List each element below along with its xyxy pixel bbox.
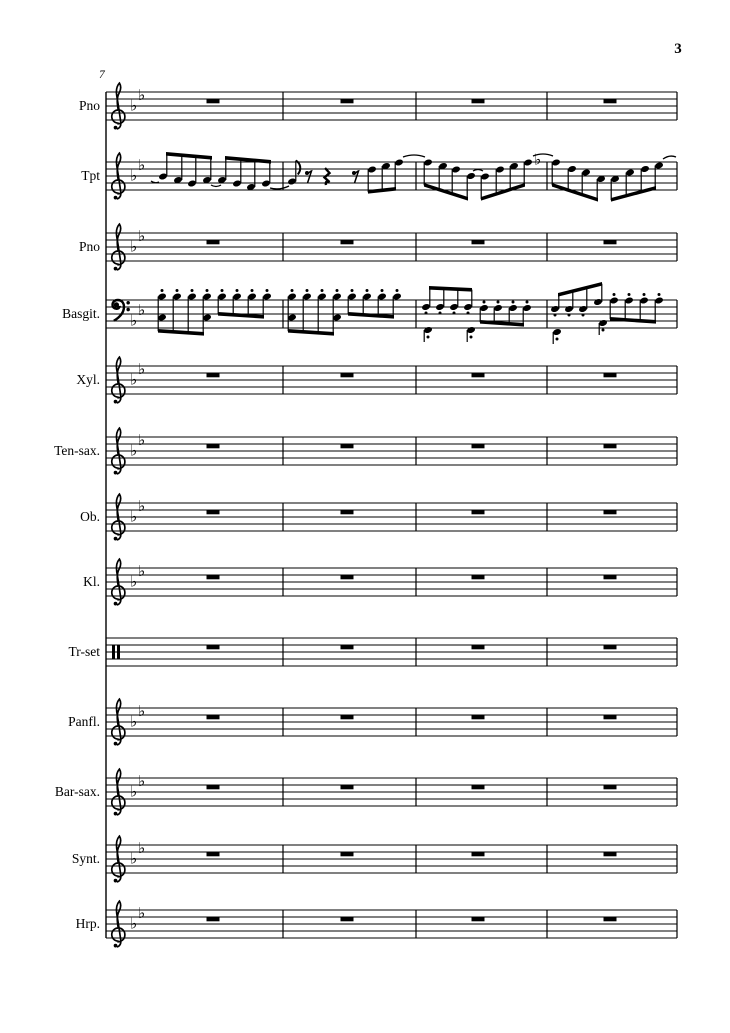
staff-2-pno (106, 224, 677, 270)
whole-rest (472, 645, 485, 649)
whole-rest (207, 240, 220, 244)
whole-rest (207, 444, 220, 448)
eighth-flag (296, 161, 300, 175)
staccato-dot (602, 329, 605, 332)
key-flat-1: ♭ (130, 572, 138, 591)
key-flat-2: ♭ (138, 904, 146, 922)
whole-rest (604, 917, 617, 921)
staff-label-hrp: Hrp. (75, 916, 100, 931)
whole-rest (472, 510, 485, 514)
whole-rest (207, 575, 220, 579)
key-flat-1: ♭ (130, 166, 138, 185)
staccato-dot (266, 289, 269, 292)
staccato-dot (582, 314, 585, 317)
staccato-dot (526, 301, 529, 304)
beam (611, 186, 656, 202)
whole-rest (472, 852, 485, 856)
staff-label-xyl: Xyl. (76, 372, 100, 387)
key-flat-1: ♭ (130, 712, 138, 731)
key-flat-2: ♭ (138, 702, 146, 720)
whole-rest (472, 917, 485, 921)
staccato-dot (161, 289, 164, 292)
staccato-dot (291, 289, 294, 292)
staccato-dot (554, 314, 557, 317)
key-flat-1: ♭ (130, 507, 138, 526)
staccato-dot (453, 312, 456, 315)
staff-label-basgit: Basgit. (62, 306, 100, 321)
bass-guitar-voice (157, 282, 664, 344)
staccato-dot (306, 289, 309, 292)
staccato-dot (425, 312, 428, 315)
staff-label-kl: Kl. (83, 574, 100, 589)
whole-rest (207, 645, 220, 649)
whole-rest (604, 575, 617, 579)
whole-rest (207, 852, 220, 856)
staccato-dot (628, 293, 631, 296)
staccato-dot (191, 289, 194, 292)
staff-5-tensax (106, 428, 677, 474)
staff-label-pno-1: Pno (78, 98, 100, 113)
eighth-rest (305, 171, 312, 183)
whole-rest (341, 510, 354, 514)
whole-rest (207, 785, 220, 789)
whole-rest (472, 575, 485, 579)
staccato-dot (439, 312, 442, 315)
key-flat-2: ♭ (138, 431, 146, 449)
staccato-dot (470, 336, 473, 339)
staccato-dot (568, 314, 571, 317)
staff-label-tpt: Tpt (81, 168, 100, 183)
staccato-dot (396, 289, 399, 292)
percussion-clef-icon (112, 645, 115, 659)
whole-rest (604, 99, 617, 103)
key-flat-2: ♭ (138, 562, 146, 580)
beam (429, 286, 472, 292)
whole-rest (604, 373, 617, 377)
whole-rest (341, 852, 354, 856)
whole-rest (207, 99, 220, 103)
staccato-dot (176, 289, 179, 292)
key-flat-1: ♭ (130, 237, 138, 256)
percussion-clef-icon (117, 645, 120, 659)
staff-0-pno (106, 83, 677, 129)
beam (610, 317, 656, 324)
flat-accidental: ♭ (534, 150, 542, 169)
key-flat-2: ♭ (138, 360, 146, 378)
measure-number: 7 (99, 69, 105, 81)
staccato-dot (366, 289, 369, 292)
beam (552, 183, 598, 202)
tie-slur (663, 156, 676, 159)
key-flat-1: ♭ (130, 370, 138, 389)
staccato-dot (467, 312, 470, 315)
staccato-dot (497, 301, 500, 304)
whole-rest (472, 240, 485, 244)
whole-rest (472, 99, 485, 103)
staccato-dot (381, 289, 384, 292)
key-flat-1: ♭ (130, 441, 138, 460)
staccato-dot (251, 289, 254, 292)
whole-rest (604, 715, 617, 719)
whole-rest (604, 444, 617, 448)
whole-rest (341, 575, 354, 579)
beam (158, 329, 204, 336)
whole-rest (341, 373, 354, 377)
tie-slur (151, 181, 159, 183)
beam (481, 183, 525, 201)
staff-4-xyl (106, 357, 677, 403)
key-flat-2: ♭ (138, 839, 146, 857)
staccato-dot (351, 289, 354, 292)
whole-rest (341, 444, 354, 448)
whole-rest (472, 785, 485, 789)
whole-rest (341, 785, 354, 789)
tie-slur (270, 186, 289, 189)
whole-rest (207, 373, 220, 377)
key-flat-2: ♭ (138, 86, 146, 104)
staccato-dot (658, 293, 661, 296)
beam (424, 183, 468, 201)
whole-rest (341, 99, 354, 103)
page-number: 3 (674, 41, 682, 57)
beam (348, 312, 394, 319)
key-flat-2: ♭ (138, 497, 146, 515)
whole-rest (472, 373, 485, 377)
staccato-dot (483, 301, 486, 304)
staff-label-bar-sax: Bar-sax. (54, 784, 100, 799)
key-flat-1: ♭ (130, 311, 138, 330)
beam (166, 152, 212, 160)
key-flat-2: ♭ (138, 772, 146, 790)
key-flat-1: ♭ (130, 849, 138, 868)
key-flat-1: ♭ (130, 782, 138, 801)
whole-rest (472, 715, 485, 719)
staccato-dot (643, 293, 646, 296)
staff-label-ten-sax: Ten-sax. (54, 443, 100, 458)
whole-rest (604, 240, 617, 244)
whole-rest (604, 785, 617, 789)
staff-3-basgit (106, 300, 677, 330)
key-flat-1: ♭ (130, 914, 138, 933)
whole-rest (341, 917, 354, 921)
staccato-dot (206, 289, 209, 292)
staff-1-tpt (106, 150, 677, 199)
tie-slur (473, 170, 483, 172)
staff-6-ob (106, 494, 677, 540)
beam (218, 312, 264, 319)
staccato-dot (321, 289, 324, 292)
whole-rest (604, 510, 617, 514)
whole-rest (604, 852, 617, 856)
whole-rest (604, 645, 617, 649)
key-flat-1: ♭ (130, 96, 138, 115)
staff-label-tr-set: Tr-set (68, 644, 100, 659)
staff-label-ob: Ob. (80, 509, 100, 524)
staccato-dot (336, 289, 339, 292)
key-flat-2: ♭ (138, 227, 146, 245)
eighth-rest (352, 171, 359, 183)
beam (288, 329, 334, 336)
tie-slur (403, 155, 425, 157)
staff-label-pno-2: Pno (78, 239, 100, 254)
staccato-dot (221, 289, 224, 292)
tie-slur (211, 185, 221, 187)
staff-11-synt (106, 836, 677, 882)
key-flat-2: ♭ (138, 301, 146, 319)
whole-rest (341, 645, 354, 649)
whole-rest (341, 240, 354, 244)
staff-9-panfl (106, 699, 677, 745)
staff-10-barsax (106, 769, 677, 815)
key-flat-2: ♭ (138, 156, 146, 174)
staccato-dot (613, 293, 616, 296)
staff-8-trset (106, 638, 677, 666)
beam (558, 282, 602, 297)
whole-rest (207, 917, 220, 921)
whole-rest (207, 510, 220, 514)
staccato-dot (512, 301, 515, 304)
staccato-dot (556, 338, 559, 341)
staff-label-panfl: Panfl. (68, 714, 100, 729)
staccato-dot (427, 336, 430, 339)
staccato-dot (236, 289, 239, 292)
staff-12-hrp (106, 901, 677, 947)
whole-rest (341, 715, 354, 719)
bass-clef-icon (113, 300, 130, 321)
whole-rest (472, 444, 485, 448)
whole-rest (207, 715, 220, 719)
staff-7-kl (106, 559, 677, 605)
staff-label-synt: Synt. (71, 851, 100, 866)
